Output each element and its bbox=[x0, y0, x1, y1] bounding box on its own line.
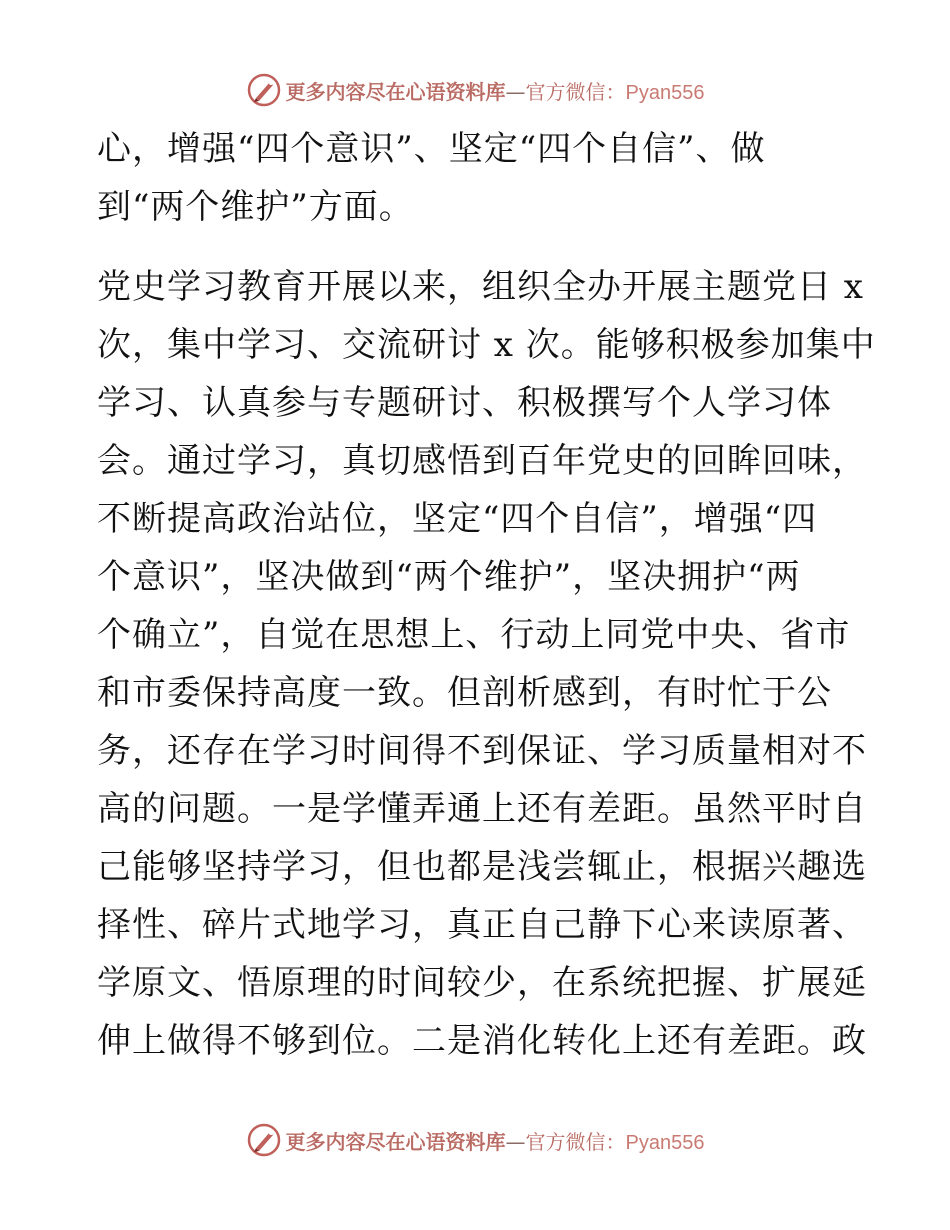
text-line: 高的问题。一是学懂弄通上还有差距。虽然平时自 bbox=[97, 789, 867, 829]
watermark-wechat-id: Pyan556 bbox=[625, 1131, 705, 1154]
text-line: 心，增强“四个意识”、坚定“四个自信”、做 bbox=[97, 129, 766, 169]
document-body bbox=[97, 120, 876, 1070]
watermark-main-text: 更多内容尽在心语资料库 bbox=[285, 79, 506, 104]
text-line: 个意识”，坚决做到“两个维护”，坚决拥护“两 bbox=[97, 557, 801, 597]
header-watermark bbox=[0, 70, 950, 110]
watermark-dash: — bbox=[505, 79, 526, 104]
watermark-main-text: 更多内容尽在心语资料库 bbox=[285, 1129, 506, 1154]
pen-seal-logo-icon bbox=[246, 72, 282, 108]
footer-watermark bbox=[0, 1120, 950, 1160]
paragraph-1 bbox=[97, 120, 857, 236]
watermark-text bbox=[286, 76, 705, 105]
text-line: 次，集中学习、交流研讨 x 次。能够积极参加集中 bbox=[97, 325, 876, 365]
text-line: 择性、碎片式地学习，真正自己静下心来读原著、 bbox=[97, 905, 867, 945]
watermark-text bbox=[286, 1126, 705, 1155]
text-line: 伸上做得不够到位。二是消化转化上还有差距。政 bbox=[97, 1021, 867, 1061]
text-line: 己能够坚持学习，但也都是浅尝辄止，根据兴趣选 bbox=[97, 847, 867, 887]
text-line: 个确立”，自觉在思想上、行动上同党中央、省市 bbox=[97, 615, 851, 655]
text-line: 不断提高政治站位，坚定“四个自信”，增强“四 bbox=[97, 499, 818, 539]
pen-seal-logo-icon bbox=[246, 1122, 282, 1158]
text-line: 到“两个维护”方面。 bbox=[97, 187, 414, 227]
text-line: 学原文、悟原理的时间较少，在系统把握、扩展延 bbox=[97, 963, 867, 1003]
text-line: 会。通过学习，真切感悟到百年党史的回眸回味， bbox=[97, 441, 867, 481]
text-line: 党史学习教育开展以来，组织全办开展主题党日 x bbox=[97, 267, 864, 307]
paragraph-2 bbox=[97, 258, 876, 1070]
watermark-wechat-label: 官方微信： bbox=[525, 1129, 626, 1154]
watermark-wechat-id: Pyan556 bbox=[625, 81, 705, 104]
text-line: 学习、认真参与专题研讨、积极撰写个人学习体 bbox=[97, 383, 832, 423]
watermark-dash: — bbox=[505, 1129, 526, 1154]
text-line: 和市委保持高度一致。但剖析感到，有时忙于公 bbox=[97, 673, 832, 713]
watermark-wechat-label: 官方微信： bbox=[525, 79, 626, 104]
text-line: 务，还存在学习时间得不到保证、学习质量相对不 bbox=[97, 731, 867, 771]
